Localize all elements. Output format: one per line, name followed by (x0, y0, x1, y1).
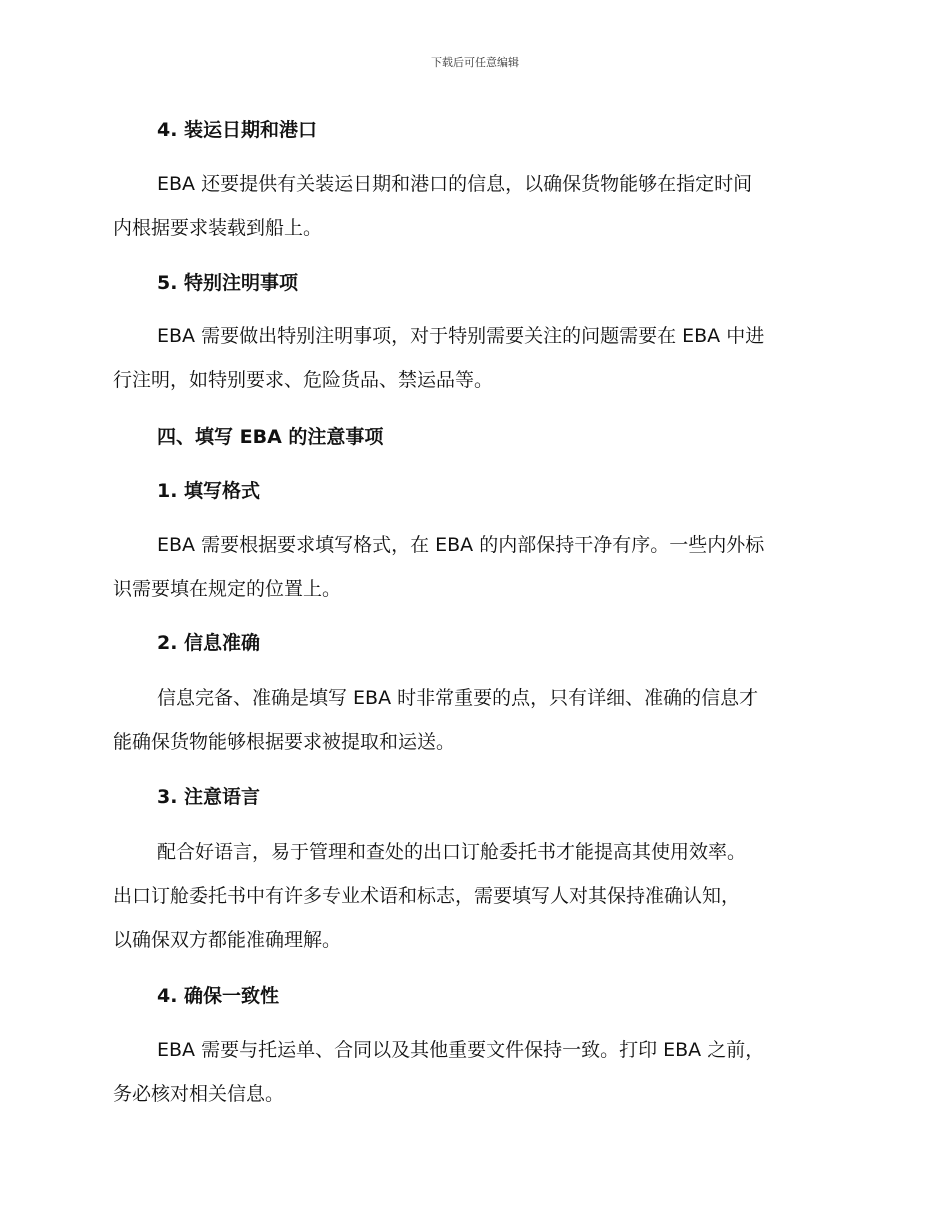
paragraph-shipping-date (113, 172, 843, 260)
paragraph-line: 配合好语言，易于管理和查处的出口订舱委托书才能提高其使用效率。 (157, 841, 747, 863)
paragraph-line: 信息完备、准确是填写 EBA 时非常重要的点，只有详细、准确的信息才 (157, 687, 759, 709)
paragraph-format (113, 533, 843, 621)
paragraph-special-notes (113, 324, 843, 412)
paragraph-consistency (113, 1038, 843, 1126)
section-heading-language: 3. 注意语言 (157, 786, 261, 808)
paragraph-line: EBA 需要做出特别注明事项，对于特别需要关注的问题需要在 EBA 中进 (157, 325, 765, 347)
paragraph-line: 务必核对相关信息。 (113, 1083, 285, 1105)
chapter-heading-eba-notes: 四、填写 EBA 的注意事项 (157, 426, 384, 448)
section-heading-special-notes: 5. 特别注明事项 (157, 272, 299, 294)
section-heading-format: 1. 填写格式 (157, 480, 261, 502)
paragraph-line: 以确保双方都能准确理解。 (113, 929, 342, 951)
paragraph-line: EBA 需要根据要求填写格式，在 EBA 的内部保持干净有序。一些内外标 (157, 534, 765, 556)
paragraph-line: 内根据要求装载到船上。 (113, 217, 323, 239)
paragraph-accuracy (113, 686, 843, 774)
section-heading-consistency: 4. 确保一致性 (157, 985, 280, 1007)
section-heading-shipping-date: 4. 装运日期和港口 (157, 119, 318, 141)
page-header: 下载后可任意编辑 (431, 56, 519, 69)
paragraph-line: 行注明，如特别要求、危险货品、禁运品等。 (113, 369, 494, 391)
paragraph-line: EBA 需要与托运单、合同以及其他重要文件保持一致。打印 EBA 之前， (157, 1039, 765, 1061)
paragraph-line: 能确保货物能够根据要求被提取和运送。 (113, 731, 456, 753)
paragraph-language (113, 840, 843, 972)
paragraph-line: 出口订舱委托书中有许多专业术语和标志，需要填写人对其保持准确认知， (113, 885, 741, 907)
paragraph-line: EBA 还要提供有关装运日期和港口的信息，以确保货物能够在指定时间 (157, 173, 753, 195)
paragraph-line: 识需要填在规定的位置上。 (113, 578, 342, 600)
section-heading-accuracy: 2. 信息准确 (157, 632, 261, 654)
